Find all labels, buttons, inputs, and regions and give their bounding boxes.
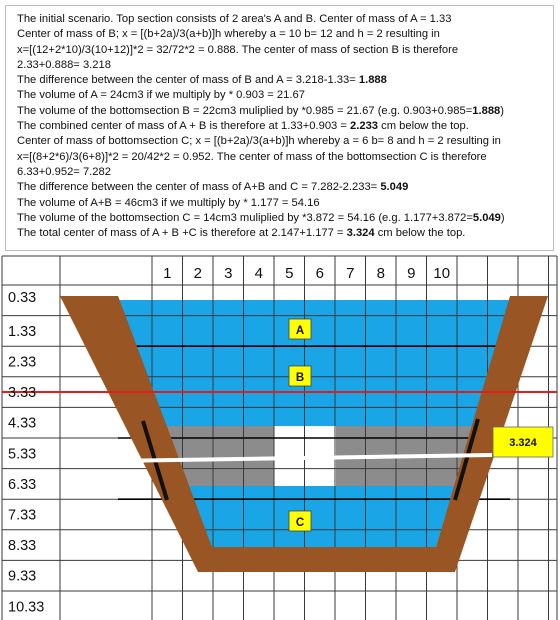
- explanation-text: The volume of A = 24cm3 if we multiply by * 0.903 = 21.67: [17, 89, 305, 102]
- row-label: 0.33: [8, 290, 37, 306]
- column-label: 9: [407, 265, 416, 282]
- column-label: 3: [224, 265, 233, 282]
- explanation-text: 6.33+0.952= 7.282: [17, 165, 111, 178]
- explanation-line: [17, 104, 545, 119]
- explanation-text: The volume of A+B = 46cm3 if we multiply by * 1.177 = 54.16: [17, 196, 320, 209]
- explanation-text: ): [500, 211, 505, 224]
- explanation-highlight: 1.888: [358, 74, 387, 87]
- row-label: 9.33: [8, 568, 37, 585]
- explanation-highlight: 3.324: [346, 227, 375, 240]
- row-label: 6.33: [8, 476, 37, 493]
- explanation-line: [17, 12, 545, 27]
- column-label: 8: [376, 265, 385, 282]
- column-label: 7: [346, 265, 355, 282]
- row-label: 5.33: [8, 446, 37, 463]
- explanation-line: [17, 43, 545, 58]
- section-label: A: [295, 325, 305, 337]
- explanation-highlight: 5.049: [380, 181, 409, 194]
- explanation-text: x=[(12+2*10)/3(10+12)]*2 = 32/72*2 = 0.888. The center of mass of section B is therefore: [17, 43, 459, 56]
- explanation-line: [17, 180, 545, 195]
- explanation-line: [17, 73, 545, 88]
- section-label: C: [295, 517, 305, 529]
- explanation-line: [17, 134, 545, 149]
- center-of-mass-diagram: [0, 254, 560, 620]
- explanation-text: ): [500, 104, 504, 117]
- section-label: B: [295, 372, 305, 384]
- explanation-text: Center of mass of B; x = [(b+2a)/3(a+b)]h whereby a = 10 b= 12 and h = 2 resulting in: [17, 28, 440, 41]
- explanation-line: [17, 196, 545, 211]
- row-label: 7.33: [8, 507, 37, 524]
- explanation-text: The difference between the center of mass of B and A = 3.218-1.33=: [17, 74, 359, 87]
- row-label: 1.33: [8, 323, 37, 340]
- explanation-text: The combined center of mass of A + B is therefore at 1.33+0.903 =: [17, 120, 351, 133]
- explanation-box: [5, 5, 554, 251]
- explanation-text: 2.33+0.888= 3.218: [17, 58, 111, 71]
- explanation-line: [17, 27, 545, 42]
- explanation-highlight: 5.049: [472, 211, 501, 224]
- column-label: 6: [315, 265, 324, 282]
- column-label: 4: [254, 265, 263, 282]
- row-label: 3.33: [8, 385, 37, 402]
- row-label: 8.33: [8, 538, 37, 555]
- explanation-text: The volume of the bottomsection C = 14cm3 muliplied by *3.872 = 54.16 (e.g. 1.177+3.872=: [17, 211, 473, 224]
- row-label: 10.33: [8, 599, 45, 616]
- explanation-highlight: 2.233: [350, 120, 379, 133]
- explanation-text: Center of mass of bottomsection C; x = [(b+2a)/3(a+b)]h whereby a = 6 b= 8 and h = 2 resulting in: [17, 135, 501, 148]
- explanation-text: The difference between the center of mass of A+B and C = 7.282-2.233=: [17, 181, 381, 194]
- explanation-text: cm below the top.: [378, 120, 469, 133]
- explanation-text: The volume of the bottomsection B = 22cm3 muliplied by *0.985 = 21.67 (e.g. 0.903+0.985=: [17, 104, 473, 117]
- row-label: 4.33: [8, 415, 37, 432]
- explanation-text: cm below the top.: [374, 227, 466, 240]
- explanation-text: x=[(8+2*6)/3(6+8)]*2 = 20/42*2 = 0.952. The center of mass of the bottomsection C is therefore: [17, 150, 487, 163]
- explanation-line: [17, 211, 545, 226]
- column-label: 10: [433, 265, 451, 282]
- explanation-line: [17, 88, 545, 103]
- explanation-line: [17, 165, 545, 180]
- column-label: 1: [163, 265, 172, 282]
- explanation-line: [17, 119, 545, 134]
- explanation-highlight: 1.888: [472, 104, 501, 117]
- row-label: 2.33: [8, 354, 37, 371]
- explanation-line: [17, 150, 545, 165]
- explanation-text: The total center of mass of A + B +C is therefore at 2.147+1.177 =: [17, 227, 347, 240]
- explanation-text: The initial scenario. Top section consists of 2 area's A and B. Center of mass of A = 1.33: [17, 13, 452, 25]
- explanation-line: [17, 58, 545, 73]
- column-label: 2: [193, 265, 202, 282]
- result-label: 3.324: [509, 437, 537, 449]
- explanation-line: [17, 226, 545, 241]
- column-label: 5: [285, 265, 294, 282]
